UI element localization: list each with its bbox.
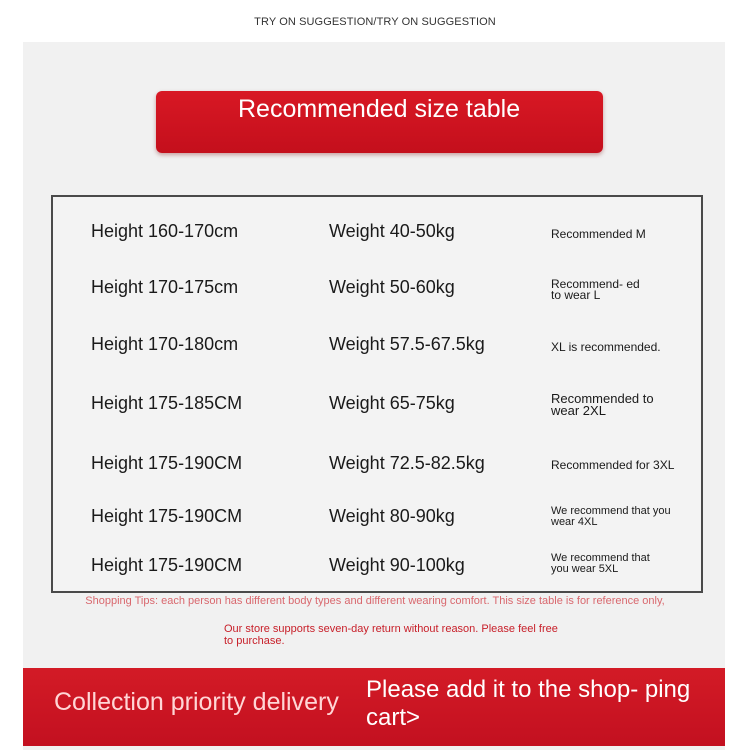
height-cell: Height 170-180cm [91,334,239,354]
recommend-cell: Recommended to wear 2XL [551,391,654,418]
priority-delivery-label: Collection priority delivery [54,688,339,716]
recommend-cell: Recommend- ed to wear L [551,277,640,302]
page-header-title: TRY ON SUGGESTION/TRY ON SUGGESTION [254,16,496,28]
recommend-cell: We recommend that you wear 5XL [551,552,650,575]
weight-cell: Weight 40-50kg [329,221,455,241]
table-row [53,334,701,374]
recommend-cell: We recommend that you wear 4XL [551,505,671,528]
weight-cell: Weight 50-60kg [329,277,455,297]
weight-cell: Weight 90-100kg [329,555,465,575]
height-cell: Height 170-175cm [91,277,239,297]
height-cell: Height 175-190CM [91,555,243,575]
height-cell: Height 160-170cm [91,221,239,241]
size-table-banner [156,91,603,153]
table-row [53,393,701,433]
add-to-cart-link[interactable]: Please add it to the shop- ping cart> [366,676,691,731]
return-policy-note: Our store supports seven-day return without reason. Please feel free to purchase. [224,623,558,647]
recommend-cell: Recommended M [551,227,646,241]
table-row [53,221,701,261]
weight-cell: Weight 57.5-67.5kg [329,334,485,354]
size-table [51,195,703,593]
table-row [53,453,701,493]
table-row [53,277,701,317]
recommend-cell: XL is recommended. [551,340,661,354]
recommend-cell: Recommended for 3XL [551,458,675,472]
table-row [53,552,701,595]
footer-banner [23,668,725,746]
weight-cell: Weight 80-90kg [329,506,455,526]
banner-title: Recommended size table [238,95,521,123]
shopping-tips: Shopping Tips: each person has different body types and different wearing comfort. This size table is for reference only, [85,595,665,607]
height-cell: Height 175-190CM [91,506,243,526]
weight-cell: Weight 65-75kg [329,393,455,413]
table-row [53,506,701,546]
weight-cell: Weight 72.5-82.5kg [329,453,485,473]
height-cell: Height 175-185CM [91,393,243,413]
height-cell: Height 175-190CM [91,453,243,473]
